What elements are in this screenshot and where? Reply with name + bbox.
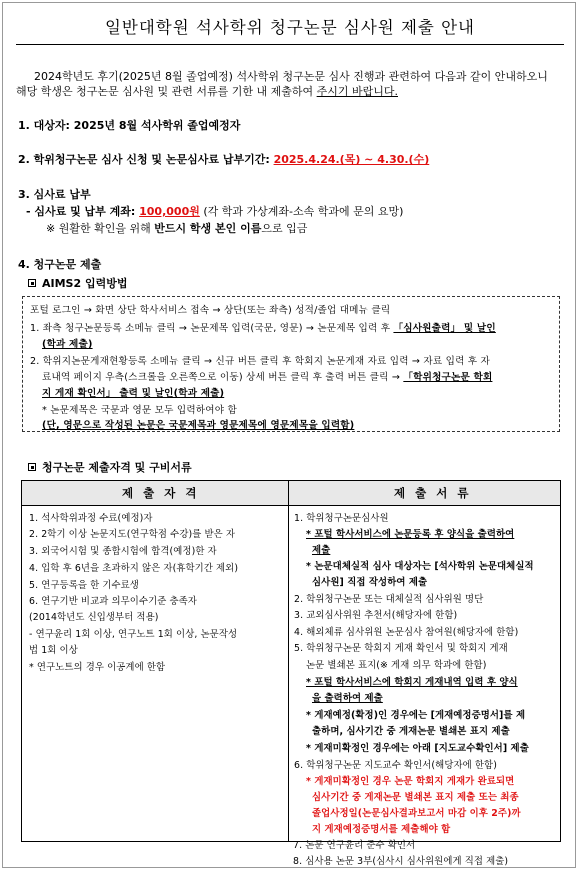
document-item: 논문 별쇄본 표지(※ 게재 의무 학과에 한함)	[306, 660, 487, 671]
table-header-row	[22, 481, 560, 506]
document-note: * 포털 학사서비스에 논문등록 후 양식을 출력하여	[306, 529, 515, 540]
document-note: * 포털 학사서비스에 학회지 게재내역 입력 후 양식	[306, 677, 518, 688]
document-note: * 게재예정(확정)인 경우에는 [게재예정증명서]를 제	[306, 710, 526, 721]
aims-line-3: (학과 제출)	[42, 339, 93, 350]
section-2-period: 2. 학위청구논문 심사 신청 및 논문심사료 납부기간: 2025.4.24.(목) ~ 4.30.(수)	[18, 153, 430, 166]
fee-amount: 100,000원	[139, 205, 200, 218]
requirements-subheading: 청구논문 제출자격 및 구비서류	[28, 459, 192, 475]
requirements-table	[21, 480, 561, 842]
document-item: 6. 학위청구논문 지도교수 확인서(해당자에 한함)	[294, 760, 497, 771]
intro-line-2: 해당 학생은 청구논문 심사원 및 관련 서류를 기한 내 제출하여 주시기 바랍니다.	[16, 85, 398, 98]
document-warning: 지 게재예정증명서를 제출해야 함	[312, 824, 451, 835]
document-note: 출하며, 심사기간 중 게재논문 별쇄본 표지 제출	[312, 726, 510, 737]
eligibility-item: 4. 입학 후 6년을 초과하지 않은 자(휴학기간 제외)	[29, 563, 239, 574]
intro-line-1: 2024학년도 후기(2025년 8월 졸업예정) 석사학위 청구논문 심사 진행과 관련하여 다음과 같이 안내하오니	[34, 70, 548, 83]
eligibility-item: 3. 외국어시험 및 종합시험에 합격(예정)한 자	[29, 546, 217, 557]
page-title: 일반대학원 석사학위 청구논문 심사원 제출 안내	[104, 18, 475, 37]
eligibility-item: (2014학년도 신입생부터 적용)	[29, 612, 159, 623]
aims-line-2: 1. 좌측 청구논문등록 소메뉴 클릭 → 논문제목 입력(국문, 영문) → 논문제목 입력 후 「심사원출력」 및 날인	[30, 323, 496, 334]
section-3-heading: 3. 심사료 납부	[18, 188, 91, 201]
square-bullet-icon	[28, 279, 36, 287]
header-documents: 제 출 서 류	[394, 486, 472, 500]
document-note: * 게재미확정인 경우에는 아래 [지도교수확인서] 제출	[306, 743, 529, 754]
eligibility-item: 5. 연구등록을 한 기수료생	[29, 580, 139, 591]
document-note: * 논문대체실적 심사 대상자는 [석사학위 논문대체실적	[306, 561, 534, 572]
document-item: 8. 심사용 논문 3부(심사시 심사위원에게 직접 제출)	[293, 856, 509, 867]
aims-subheading: AIMS2 입력방법	[28, 275, 127, 291]
document-warning: 심사기간 중 게재논문 별쇄본 표지 제출 또는 최종	[312, 792, 519, 803]
document-item: 2. 학위청구논문 또는 대체실적 심사위원 명단	[294, 594, 484, 605]
document-item: 3. 교외심사위원 추천서(해당자에 한함)	[294, 610, 458, 621]
fee-line: - 심사료 및 납부 계좌: 100,000원 (각 학과 가상계좌-소속 학과에 문의 요망)	[26, 205, 404, 218]
document-note: 을 출력하여 제출	[312, 693, 383, 704]
aims-line-4: 2. 학위지논문게재현황등록 소메뉴 클릭 → 신규 버튼 클릭 후 학회지 논문게재 자료 입력 → 자료 입력 후 자	[30, 356, 490, 367]
document-warning: * 게재미확정인 경우 논문 학회지 게재가 완료되면	[306, 776, 515, 787]
eligibility-item: 6. 연구기반 비교과 의무이수기준 충족자	[29, 596, 197, 607]
document-item: 4. 해외체류 심사위원 논문심사 참여원(해당자에 한함)	[294, 627, 519, 638]
header-eligibility: 제 출 자 격	[122, 486, 200, 500]
aims-line-1: 포털 로그인 → 화면 상단 학사서비스 접속 → 상단(또는 좌측) 성적/졸업 대메뉴 클릭	[30, 305, 391, 316]
square-bullet-icon	[28, 463, 36, 471]
document-item: 1. 학위청구논문심사원	[294, 513, 389, 524]
period-value: 2025.4.24.(목) ~ 4.30.(수)	[273, 153, 430, 166]
document-item: 5. 학위청구논문 학회지 게재 확인서 및 학회지 게재	[294, 643, 508, 654]
table-column-divider	[288, 481, 289, 841]
eligibility-item: * 연구노트의 경우 이공계에 한함	[29, 662, 166, 673]
eligibility-item: 1. 석사학위과정 수료(예정)자	[29, 513, 153, 524]
aims-note-2: (단, 영문으로 작성된 논문은 국문제목과 영문제목에 영문제목을 입력함)	[42, 420, 355, 431]
title-divider	[16, 44, 564, 45]
aims-line-5: 료내역 페이지 우측(스크롤을 오른쪽으로 이동) 상세 버튼 클릭 후 출력 버튼 클릭 → 「학위청구논문 학회	[42, 372, 493, 383]
section-1-target: 1. 대상자: 2025년 8월 석사학위 졸업예정자	[18, 119, 241, 132]
document-warning: 졸업사정일(논문심사결과보고서 마감 이후 2주)까	[312, 808, 521, 819]
eligibility-item: 2. 2학기 이상 논문지도(연구학점 수강)를 받은 자	[29, 529, 236, 540]
eligibility-item: 법 1회 이상	[29, 645, 78, 656]
deposit-note: ※ 원활한 확인을 위해 반드시 학생 본인 이름으로 입금	[46, 222, 308, 235]
document-note: 제출	[312, 545, 331, 556]
aims-note-1: * 논문제목은 국문과 영문 모두 입력하여야 함	[42, 405, 237, 416]
aims-line-6: 지 게재 확인서」 출력 및 날인(학과 제출)	[42, 388, 225, 399]
document-note: 심사원] 직접 작성하여 제출	[312, 577, 428, 588]
section-4-heading: 4. 청구논문 제출	[18, 258, 102, 271]
document-item: 7. 논문 연구윤리 준수 확인서	[293, 840, 416, 851]
eligibility-item: - 연구윤리 1회 이상, 연구노트 1회 이상, 논문작성	[29, 629, 238, 640]
